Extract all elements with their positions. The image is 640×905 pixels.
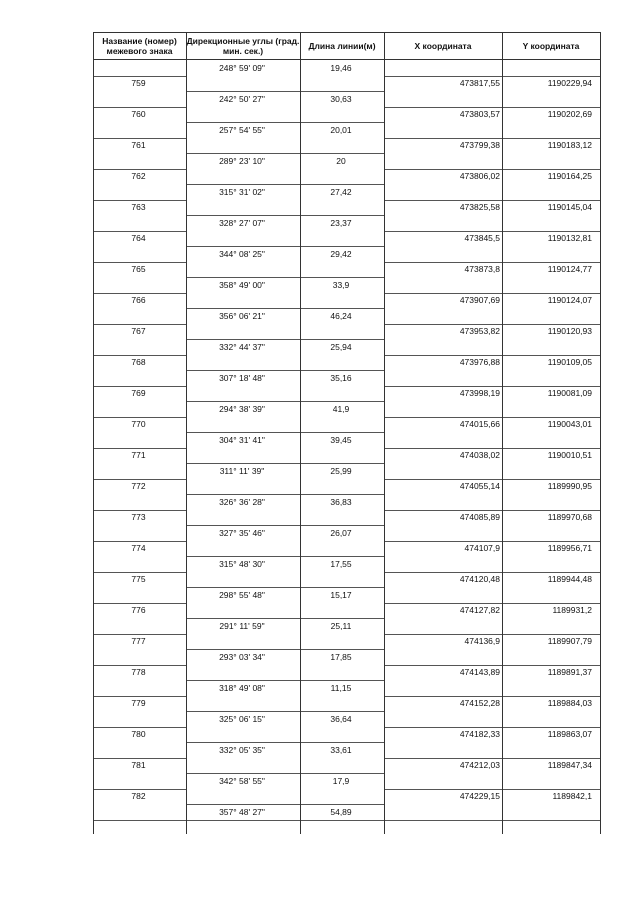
row-divider [384, 789, 601, 790]
row-divider [186, 463, 385, 464]
segment-angle: 315° 48' 30" [219, 559, 265, 569]
point-x: 474055,14 [459, 481, 500, 491]
segment-angle: 357° 48' 27" [219, 807, 265, 817]
point-name: 781 [131, 760, 146, 770]
row-divider [384, 727, 601, 728]
column-border [502, 32, 503, 834]
row-divider [186, 525, 385, 526]
row-divider [384, 510, 601, 511]
point-name: 779 [131, 698, 146, 708]
segment-angle: 304° 31' 41" [219, 435, 265, 445]
header-name-label: Название (номер) межевого знака [102, 36, 177, 56]
point-name: 776 [131, 605, 146, 615]
row-divider [384, 231, 601, 232]
point-name: 778 [131, 667, 146, 677]
point-name: 760 [131, 109, 146, 119]
segment-angle: 356° 06' 21" [219, 311, 265, 321]
point-x: 473799,38 [459, 140, 500, 150]
row-divider [384, 448, 601, 449]
segment-length: 15,17 [330, 590, 352, 600]
row-divider [186, 122, 385, 123]
row-divider [384, 603, 601, 604]
row-divider [186, 649, 385, 650]
column-border [93, 32, 94, 834]
point-y: 1189863,07 [547, 729, 592, 739]
point-y: 1190081,09 [547, 388, 592, 398]
segment-length: 29,42 [330, 249, 352, 259]
point-x: 474152,28 [459, 698, 500, 708]
header-angle-label: Дирекционные углы (град. мин. сек.) [186, 36, 300, 56]
row-divider [93, 293, 187, 294]
segment-length: 17,85 [330, 652, 352, 662]
row-divider [93, 634, 187, 635]
segment-angle: 257° 54' 55" [219, 125, 265, 135]
segment-length: 36,64 [330, 714, 352, 724]
segment-length: 46,24 [330, 311, 352, 321]
column-border [186, 32, 187, 834]
segment-angle: 332° 44' 37" [219, 342, 265, 352]
point-x: 474143,89 [459, 667, 500, 677]
segment-angle: 289° 23' 10" [219, 156, 265, 166]
segment-length: 19,46 [330, 63, 352, 73]
point-x: 473953,82 [459, 326, 500, 336]
segment-angle: 318° 49' 08" [219, 683, 265, 693]
header-x [384, 32, 502, 60]
point-y: 1190010,51 [547, 450, 592, 460]
point-name: 773 [131, 512, 146, 522]
row-divider [384, 758, 601, 759]
point-y: 1190109,05 [547, 357, 592, 367]
row-divider [186, 804, 385, 805]
point-x: 473817,55 [459, 78, 500, 88]
point-name: 774 [131, 543, 146, 553]
point-name: 777 [131, 636, 146, 646]
point-x: 474120,48 [459, 574, 500, 584]
segment-angle: 342° 58' 55" [219, 776, 265, 786]
segment-angle: 242° 50' 27" [219, 94, 265, 104]
row-divider [186, 308, 385, 309]
row-divider [93, 448, 187, 449]
segment-length: 41,9 [332, 404, 350, 414]
row-divider [384, 355, 601, 356]
segment-length: 33,9 [332, 280, 350, 290]
segment-length: 35,16 [330, 373, 352, 383]
point-y: 1189907,79 [547, 636, 592, 646]
row-divider [93, 479, 187, 480]
header-length-label: Длина линии(м) [308, 41, 376, 51]
row-divider [93, 138, 187, 139]
header-x-label: X координата [414, 41, 472, 51]
point-y: 1190164,25 [547, 171, 592, 181]
segment-length: 26,07 [330, 528, 352, 538]
header-length [300, 32, 384, 60]
column-border [600, 32, 601, 834]
row-divider [93, 727, 187, 728]
row-divider [186, 494, 385, 495]
point-name: 768 [131, 357, 146, 367]
row-divider [186, 277, 385, 278]
row-divider [384, 76, 601, 77]
row-divider [93, 417, 187, 418]
row-divider [93, 603, 187, 604]
point-y: 1189931,2 [552, 605, 592, 615]
point-x: 474015,66 [459, 419, 500, 429]
row-divider [186, 339, 385, 340]
row-divider [384, 138, 601, 139]
point-name: 763 [131, 202, 146, 212]
row-divider [186, 370, 385, 371]
row-divider [186, 618, 385, 619]
point-x: 473825,58 [459, 202, 500, 212]
segment-length: 36,83 [330, 497, 352, 507]
row-divider [186, 742, 385, 743]
row-divider [93, 200, 187, 201]
point-x: 473803,57 [459, 109, 500, 119]
point-y: 1190202,69 [547, 109, 592, 119]
segment-length: 17,55 [330, 559, 352, 569]
row-divider [93, 541, 187, 542]
point-x: 473845,5 [464, 233, 500, 243]
row-divider [93, 324, 187, 325]
row-divider [93, 696, 187, 697]
point-name: 772 [131, 481, 146, 491]
segment-length: 17,9 [332, 776, 350, 786]
row-divider [384, 262, 601, 263]
row-divider [384, 417, 601, 418]
row-divider [93, 107, 187, 108]
segment-length: 11,15 [330, 683, 352, 693]
point-name: 780 [131, 729, 146, 739]
point-y: 1189884,03 [547, 698, 592, 708]
row-divider [93, 169, 187, 170]
segment-angle: 315° 31' 02" [219, 187, 265, 197]
point-x: 474136,9 [464, 636, 500, 646]
row-divider [93, 820, 601, 821]
point-name: 765 [131, 264, 146, 274]
row-divider [384, 107, 601, 108]
segment-length: 25,99 [330, 466, 352, 476]
row-divider [93, 386, 187, 387]
segment-length: 33,61 [330, 745, 352, 755]
row-divider [93, 510, 187, 511]
row-divider [384, 324, 601, 325]
point-y: 1189891,37 [547, 667, 592, 677]
row-divider [384, 386, 601, 387]
column-border [384, 32, 385, 834]
point-name: 762 [131, 171, 146, 181]
row-divider [186, 184, 385, 185]
segment-angle: 332° 05' 35" [219, 745, 265, 755]
segment-angle: 311° 11' 39" [219, 466, 265, 476]
point-x: 474229,15 [459, 791, 500, 801]
row-divider [186, 587, 385, 588]
point-name: 761 [131, 140, 146, 150]
segment-angle: 344° 08' 25" [219, 249, 265, 259]
point-y: 1190132,81 [547, 233, 592, 243]
point-y: 1189944,48 [547, 574, 592, 584]
point-y: 1190120,93 [547, 326, 592, 336]
row-divider [93, 76, 187, 77]
row-divider [186, 773, 385, 774]
point-name: 775 [131, 574, 146, 584]
segment-length: 54,89 [330, 807, 352, 817]
point-y: 1190124,77 [547, 264, 592, 274]
point-x: 473976,88 [459, 357, 500, 367]
point-name: 769 [131, 388, 146, 398]
point-name: 771 [131, 450, 146, 460]
point-y: 1190043,01 [547, 419, 592, 429]
point-x: 474127,82 [459, 605, 500, 615]
point-x: 474182,33 [459, 729, 500, 739]
row-divider [384, 572, 601, 573]
point-y: 1189990,95 [547, 481, 592, 491]
segment-length: 27,42 [330, 187, 352, 197]
point-x: 473806,02 [459, 171, 500, 181]
row-divider [186, 246, 385, 247]
row-divider [93, 355, 187, 356]
point-x: 474212,03 [459, 760, 500, 770]
point-x: 473873,8 [464, 264, 500, 274]
point-name: 759 [131, 78, 146, 88]
segment-angle: 328° 27' 07" [219, 218, 265, 228]
point-y: 1190145,04 [547, 202, 592, 212]
point-y: 1189847,34 [547, 760, 592, 770]
segment-length: 30,63 [330, 94, 352, 104]
row-divider [384, 479, 601, 480]
point-y: 1190124,07 [547, 295, 592, 305]
segment-angle: 327° 35' 46" [219, 528, 265, 538]
segment-angle: 291° 11' 59" [219, 621, 265, 631]
segment-length: 25,94 [330, 342, 352, 352]
row-divider [186, 432, 385, 433]
point-name: 766 [131, 295, 146, 305]
row-divider [186, 215, 385, 216]
segment-angle: 325° 06' 15" [219, 714, 265, 724]
row-divider [186, 556, 385, 557]
point-x: 473907,69 [459, 295, 500, 305]
row-divider [186, 153, 385, 154]
row-divider [186, 91, 385, 92]
segment-angle: 358° 49' 00" [219, 280, 265, 290]
row-divider [384, 696, 601, 697]
segment-angle: 307° 18' 48" [219, 373, 265, 383]
row-divider [384, 200, 601, 201]
row-divider [384, 634, 601, 635]
point-x: 474107,9 [464, 543, 500, 553]
point-name: 767 [131, 326, 146, 336]
row-divider [93, 665, 187, 666]
segment-length: 23,37 [330, 218, 352, 228]
segment-angle: 294° 38' 39" [219, 404, 265, 414]
point-x: 474085,89 [459, 512, 500, 522]
row-divider [93, 789, 187, 790]
column-border [300, 32, 301, 834]
point-name: 764 [131, 233, 146, 243]
segment-length: 25,11 [330, 621, 352, 631]
point-y: 1189956,71 [547, 543, 592, 553]
point-name: 782 [131, 791, 146, 801]
point-y: 1189842,1 [552, 791, 592, 801]
row-divider [384, 541, 601, 542]
header-y-label: Y координата [522, 41, 580, 51]
header-angle [186, 32, 300, 60]
row-divider [186, 680, 385, 681]
point-name: 770 [131, 419, 146, 429]
header-name [93, 32, 186, 60]
segment-length: 20,01 [330, 125, 352, 135]
segment-angle: 248° 59' 09" [219, 63, 265, 73]
segment-length: 20 [336, 156, 346, 166]
row-divider [384, 665, 601, 666]
row-divider [93, 572, 187, 573]
row-divider [93, 262, 187, 263]
row-divider [93, 231, 187, 232]
row-divider [186, 711, 385, 712]
point-x: 473998,19 [459, 388, 500, 398]
segment-angle: 293° 03' 34" [219, 652, 265, 662]
point-y: 1190183,12 [547, 140, 592, 150]
row-divider [186, 401, 385, 402]
row-divider [384, 169, 601, 170]
point-y: 1189970,68 [547, 512, 592, 522]
segment-length: 39,45 [330, 435, 352, 445]
point-x: 474038,02 [459, 450, 500, 460]
segment-angle: 298° 55' 48" [219, 590, 265, 600]
row-divider [93, 758, 187, 759]
segment-angle: 326° 36' 28" [219, 497, 265, 507]
point-y: 1190229,94 [547, 78, 592, 88]
row-divider [384, 293, 601, 294]
header-y [502, 32, 600, 60]
